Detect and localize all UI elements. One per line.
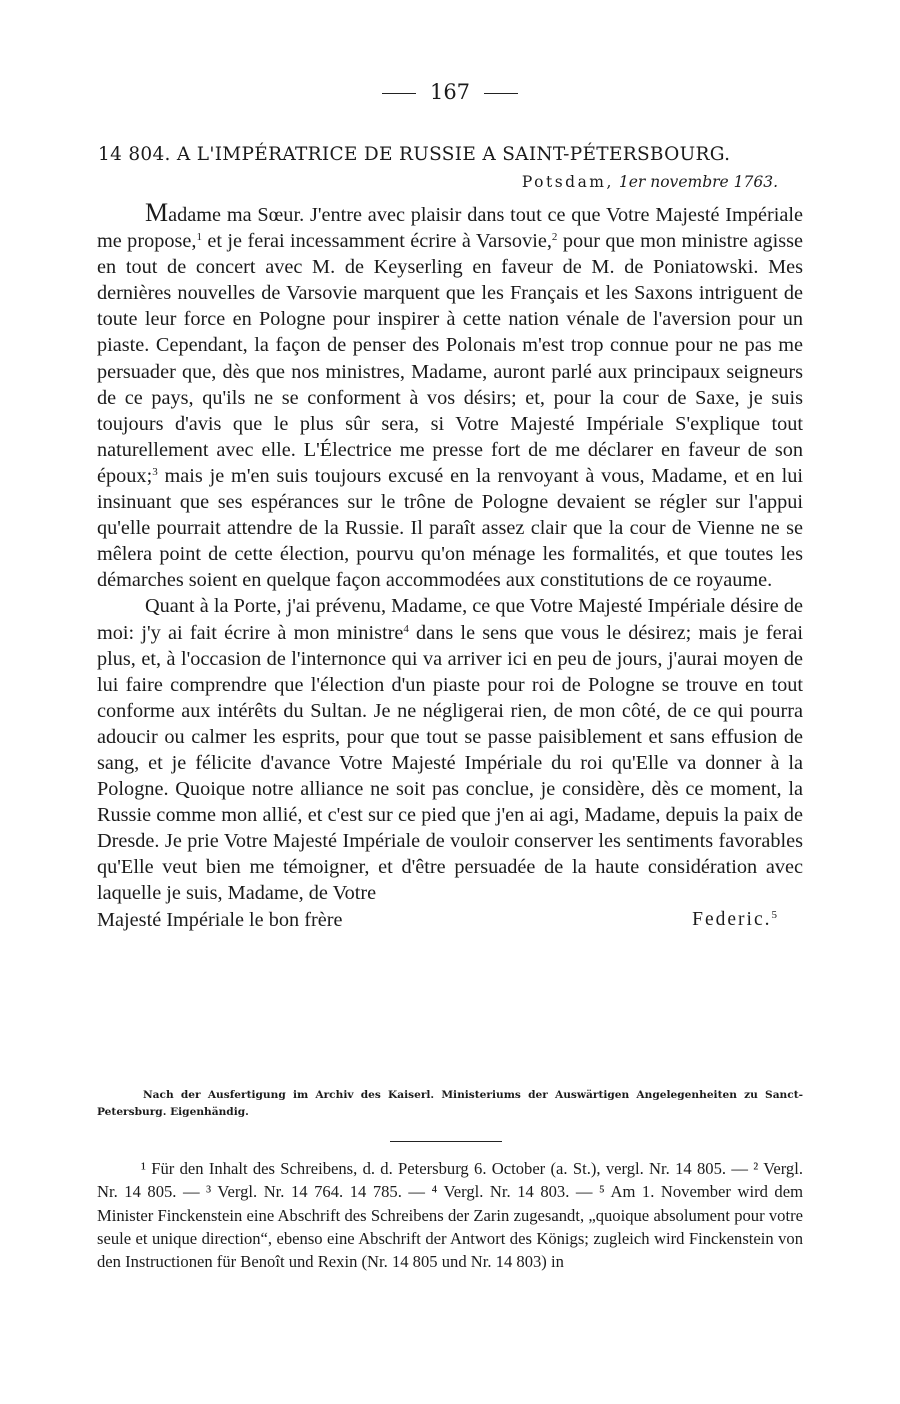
letter-title: 14 804. A L'IMPÉRATRICE DE RUSSIE A SAINT-PÉTERSBOURG. xyxy=(98,144,731,165)
page-header xyxy=(0,78,900,106)
letter-date: 1er novembre 1763. xyxy=(618,173,778,191)
paragraph-1-part-c: pour que mon ministre agisse en tout de concert avec M. de Keyserling en faveur de M. de Poniatowski. Mes dernières nouvelles de Varsovie marquent que les Français et les Saxons intriguent de toute leur force en Pologne pour inspirer à cette nation vénale de l'aversion pour un piaste. Cependant, la façon de penser des Polonais m'est trop connue pour ne pas me persuader que, dès que nos ministres, Madame, auront parlé aux principaux seigneurs de ce pays, qu'ils ne se conforment à vos désirs; et, pour la cour de Saxe, je suis toujours d'avis que le plus sûr sera, si Votre Majesté Impériale S'explique tout naturellement avec elle. L'Électrice me presse fort de me déclarer en faveur de son époux; xyxy=(97,230,803,487)
paragraph-2 xyxy=(97,593,803,906)
footnote-ref-3: 3 xyxy=(152,465,158,478)
header-rule-left xyxy=(382,93,416,94)
footnotes xyxy=(97,1157,803,1273)
paragraph-2-part-a: Quant à la Porte, j'ai prévenu, Madame, ce que Votre Majesté Impériale désire de moi: j'y ai fait écrire à mon ministre xyxy=(97,595,803,644)
header-rule-right xyxy=(484,93,518,94)
footnote-ref-5: 5 xyxy=(771,908,779,921)
paragraph-1-part-a: adame ma Sœur. J'entre avec plaisir dans tout ce que Votre Majesté Impériale me propose, xyxy=(97,204,803,253)
page-number: 167 xyxy=(429,80,471,104)
signature xyxy=(692,907,803,933)
footnote-ref-2: 2 xyxy=(551,231,558,244)
paragraph-1-part-d: mais je m'en suis toujours excusé en la renvoyant à vous, Madame, et en lui insinuant que ses espérances sur le trône de Pologne devaient se régler sur l'appui qu'elle pourrait attendre de la Russie. Il paraît assez clair que la cour de Vienne ne se mêlera point de cette élection, pourvu qu'on ménage les formalités, et que toutes les démarches soient en quelque façon accommodées aux constitutions de ce royaume. xyxy=(97,464,803,592)
initial-letter: M xyxy=(145,198,169,227)
signoff-line xyxy=(97,907,803,933)
paragraph-1-part-b: et je ferai incessamment écrire à Varsovie, xyxy=(201,230,552,253)
footnote-separator xyxy=(390,1141,502,1142)
footnote-text: ¹ Für den Inhalt des Schreibens, d. d. Petersburg 6. October (a. St.), vergl. Nr. 14 805. — ² Vergl. Nr. 14 805. — ³ Vergl. Nr. 14 764. 14 785. — ⁴ Vergl. Nr. 14 803. — ⁵ Am 1. November wird dem Minister Finckenstein eine Abschrift des Schreibens der Zarin zugesandt, „quoique absolument pour votre seule et unique direction“, ebenso eine Abschrift der Antwort des Königs; zugleich wird Finckenstein von den Instructionen für Benoît und Rexin (Nr. 14 805 und Nr. 14 803) in xyxy=(97,1159,803,1272)
footnote-ref-4: 4 xyxy=(403,622,409,635)
footnote-ref-1: 1 xyxy=(196,231,202,244)
paragraph-1 xyxy=(97,200,803,593)
letter-place: Potsdam, xyxy=(521,173,614,191)
dateline xyxy=(522,170,778,194)
paragraph-2-part-b: dans le sens que vous le désirez; mais je ferai plus, et, à l'occasion de l'internonce qui va arriver ici en peu de jours, j'aurai moyen de lui faire comprendre que l'élection d'un piaste pour roi de Pologne se trouve en tout conforme aux intérêts du Sultan. Je ne négligerai rien, de mon côté, de ce qui pourra adoucir ou calmer les esprits, pour que tout se passe paisiblement et sans effusion de sang, et je félicite d'avance Votre Majesté Impériale du roi qu'Elle va donner à la Pologne. Quoique notre alliance ne soit pas conclue, je considère, dès ce moment, la Russie comme mon allié, et c'est sur ce pied que j'en ai agi, Madame, depuis la paix de Dresde. Je prie Votre Majesté Impériale de vouloir conserver les sentiments favorables qu'Elle veut bien me témoigner, et d'être persuadée de la haute considération avec laquelle je suis, Madame, de Votre xyxy=(97,621,803,905)
letter-body xyxy=(97,200,803,933)
source-note: Nach der Ausfertigung im Archiv des Kaiserl. Ministeriums der Auswärtigen Angelegenheiten zu Sanct-Petersburg. Eigenhändig. xyxy=(97,1089,803,1118)
signature-name: Federic. xyxy=(692,908,772,930)
closing-formula: Majesté Impériale le bon frère xyxy=(97,908,343,931)
